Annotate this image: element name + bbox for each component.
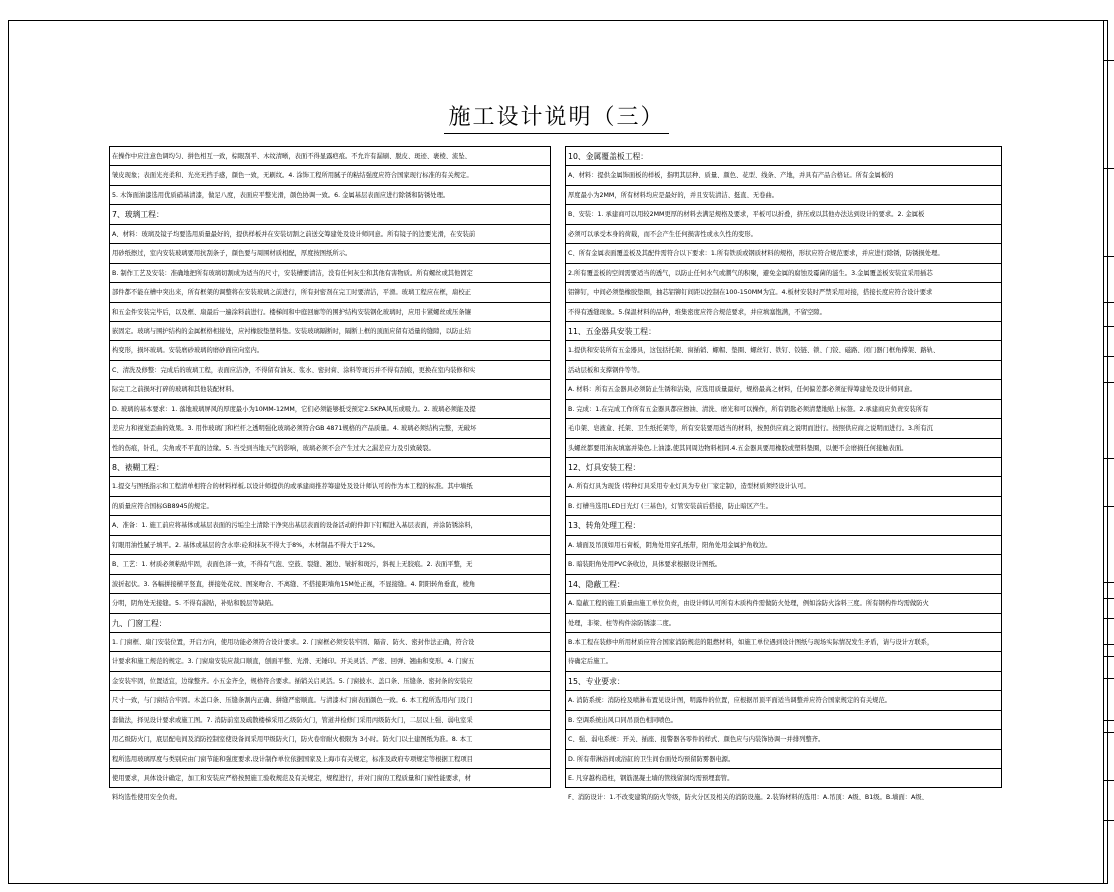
note-line: 分明，阴角处无接缝。5. 不得有漏贴，补贴和脱层等缺陷。	[110, 594, 550, 613]
note-line: F、消防设计：1.不改变建筑的防火等级，防火分区及相关的消防设施。2.装饰材料的选用：A.吊顶：A级、B1级。B.墙面：A级、	[568, 794, 928, 802]
note-line: C、清洗及修整：完成后的玻璃工程，表面应洁净，不得留有油灰、浆水、密封膏、涂料等斑污并不得有刮痕，更换在室内装修和实	[110, 361, 550, 380]
note-line: 金安装牢固，位置适宜，边缘整齐。小五金齐全，规格符合要求。插销关启灵活。5. 门窗披水、盖口条、压缝条、密封条的安装应	[110, 672, 550, 691]
title-block-divider	[1104, 506, 1114, 507]
section-heading: 12、灯具安装工程：	[566, 458, 1001, 477]
title-block-divider	[1104, 618, 1114, 619]
note-line: A、材料：玻璃及镜子均要选用质量最好的，提供样板并在安装切割之前送交筹建处及设计师同意。所有镜子的边要光滑，在安装前	[110, 225, 550, 244]
note-line: D. 玻璃的基本要求：1. 落地玻璃屏风的厚度最小为10MM-12MM，它们必须能够抵受预定2.5KPA风压或吸力。2. 玻璃必须能及提	[110, 400, 550, 419]
note-line: C、所有金属表面覆盖板及其配件需符合以下要求：1.所有铁质或钢质材料的规格，形状应符合规范要求，并应进行除锈，防锈损处理。	[566, 244, 1001, 263]
note-line: 5. 木饰面油漆选用优质硝基清漆，做足八度，表面应平整光滑，颜色协调一致。6. 金属基层表面应进行除锈和防锈处理。	[110, 186, 550, 205]
note-line: 不得有透缝现象。5.保温材料的品种，堆集密度应符合规范要求，并应填塞饱满，不留空隙。	[566, 303, 1001, 322]
note-line: 计要求和施工规范的规定。3. 门窗扇安装应裁口顺直，刨面平整、光滑、无锤印。开关灵活、严密、回弹、翘曲和变形。4. 门窗五	[110, 652, 550, 671]
note-line: C、强、弱电系统：开关、插座、报警器各零件的样式、颜色应与内装饰协调一并排列整齐。	[566, 730, 1001, 749]
note-line: 波折起伏。3. 各幅拼接横平竖直，拼接处花纹、图案吻合、不离缝、不搭接距墙角15M处正视，不显接缝。4. 阴阳转角垂直，棱角	[110, 575, 550, 594]
note-line: D. 所有带淋浴间或浴缸的卫生间台面处均预留防雾器电源。	[566, 750, 1001, 769]
note-line: 必须可以承受本身的荷载，而不会产生任何损害性或永久性的变形。	[566, 225, 1001, 244]
note-line: B.本工程在装修中所用材质应符合国家消防规范的阻燃材料，如施工单位遇到设计图纸与现场实际情况发生矛盾，请与设计方联系，	[566, 633, 1001, 652]
section-heading: 15、专业要求：	[566, 672, 1001, 691]
note-line: 构变形，损坏玻璃。安装磨砂玻璃的磨砂面应向室内。	[110, 341, 550, 360]
note-line: 铝铆钉，中间必须垫橡胶垫圈，抽芯铝铆钉间距以控制在100-150MM为宜。4.板材安装时严禁采用对接，搭接长度应符合设计要求	[566, 283, 1001, 302]
title-block-divider	[1104, 678, 1114, 679]
note-line: B、工艺：1. 材质必须粘贴牢固，表面色泽一致，不得有气泡、空鼓、裂缝、翘边、皱折和斑污，斜视上无胶痕。2. 表面平整，无	[110, 555, 550, 574]
note-line: 差应力和视觉歪曲的效果。3. 用作玻璃门和栏杆之透明强化玻璃必须符合GB 4871规格的产品质量。4. 玻璃必须结构完整，无破坏	[110, 419, 550, 438]
note-line: 1. 门窗框、扇门安装位置，开启方向，使用功能必须符合设计要求。2. 门窗框必须安装牢固、隔音、防火、密封作法正确，符合设	[110, 633, 550, 652]
title-block-divider	[1104, 302, 1114, 303]
note-line: A. 所有灯具为现货 (特种灯具采用专业灯具为专业厂家定制)，造型材质须经设计认可。	[566, 477, 1001, 496]
section-heading: 13、转角处理工程：	[566, 516, 1001, 535]
note-line: 尺寸一致，与门窗结合牢固。木盖口条、压缝条割内正确、拼缝严密顺直。与清漆木门窗表面颜色一致。6. 本工程所选用内门及门	[110, 691, 550, 710]
title-block-divider	[1104, 168, 1114, 169]
note-line: 用乙级防火门，底层配电间及消防控制室使设备间采用甲级防火门，防火卷帘耐火极限为 3小时。防火门以土建图纸为准。8. 本工	[110, 730, 550, 749]
section-heading: 14、隐蔽工程：	[566, 575, 1001, 594]
note-line: A. 材料：所有五金器具必须防止生锈和沾染，应选用质量最好，规格最高之材料，任何偏差都必须征得筹建处及设计师同意。	[566, 380, 1001, 399]
title-block-divider	[1104, 644, 1114, 645]
note-line: 活动层板和支撑钢件等等。	[566, 361, 1001, 380]
title-block-divider	[1104, 382, 1114, 383]
note-line: 在操作中应注意色调均匀、拼色相互一致，棕眼刮平、木纹清晰，表面不得显露疤痕。不允许有漏刷、脱皮、斑迹、裹棱、流坠、	[110, 147, 550, 166]
note-line: 性的伤痕，针孔，尖角或不平直的边缘。5. 当受到当地天气的影响，玻璃必须不会产生过大之漏差应力及引致破裂。	[110, 439, 550, 458]
title-block-divider	[1104, 60, 1114, 61]
note-line: 嵌固定。玻璃与围护结构的金属框格相接处，应衬橡胶垫塑料垫。安装玻璃隔断时，隔断上框的顶面应留有适量的缝隙，以防止结	[110, 322, 550, 341]
note-line: B. 暗装阳角处用PVC条收边，具体要求根据设计图纸。	[566, 555, 1001, 574]
note-line: A、准备：1. 施工前应将基体或基层表面的污垢尘土清除干净突出基层表面的设备活动附件卸下钉帽进入基层表面，并涂防锈涂料，	[110, 516, 550, 535]
note-line: A、材料：提供金属饰面板的样板，指明其层种、质量、颜色、花型、线条、产地，并具有产品合格证。所有金属板的	[566, 166, 1001, 185]
note-line: B. 制作工艺及安装：准确地把所有玻璃切割成为适当的尺寸，安装槽要清洁，没有任何灰尘和其他有害物质。所有螺丝或其他固定	[110, 264, 550, 283]
title-block-divider	[1104, 458, 1114, 459]
note-line: B. 完成：1.在完成工作所有五金器具都应擦油、清洗、磨光和可以操作，所有钥匙必须清楚地贴上标签。2.承建商应负责安装所有	[566, 400, 1001, 419]
note-line: B. 空调系统出风口同吊顶色相同喷色。	[566, 711, 1001, 730]
note-line: E. 凡穿越构造柱，钢筋混凝土墙的管线留洞均需预埋套管。	[566, 769, 1001, 788]
note-line: B、安装：1. 承建商可以用较2MM更厚的材料去满足规格及要求，平板可以折叠，挤压或以其他办法达到设计的要求。2. 金属板	[566, 205, 1001, 224]
note-line: A. 消防系统：消防栓及喷淋布置见设计图，明露件的位置，应根据吊顶平面适当调整并应符合国家规定的有关规范。	[566, 691, 1001, 710]
section-heading: 11、五金器具安装工程：	[566, 322, 1001, 341]
note-line: 处理，非梁、柱等构件涂防锈漆二度。	[566, 614, 1001, 633]
note-line: A. 隐蔽工程的施工质量由施工单位负责，由设计师认可所有木质构件需做防火处理，例如涂防火涂料三度。所有钢构件均需做防火	[566, 594, 1001, 613]
note-line: 1.提供和安装所有五金器具，这包括托架、窗插销、螺帽、垫圈、螺丝钉、铁钉、铰链、锁、门铰、磁路、闭门器门框角撑架、路轨、	[566, 341, 1001, 360]
note-line: 厚度最小为2MM，所有材料均应是最好的，并且安装清洁、挺直、无卷曲。	[566, 186, 1001, 205]
note-line: A. 墙面及吊顶如用石膏板，阴角处用穿孔纸带，阳角处用金属护角收边。	[566, 536, 1001, 555]
section-heading: 九、门窗工程：	[110, 614, 550, 633]
title-block-divider	[1104, 356, 1114, 357]
title-block-divider	[1104, 780, 1114, 781]
title-block-divider	[1104, 582, 1114, 583]
note-line: 用砂纸擦过，室内安装玻璃要用抗刮条子，颜色要与周围材质相配，厚度按图纸所示。	[110, 244, 550, 263]
note-line: 程所选用玻璃厚度与类别应由门窗节能和强度要求,设计制作单位依据国家及上海市有关规定，标准及政府专项规定等根据工程项目	[110, 750, 550, 769]
note-line: 料均选性使用安全负责。	[112, 794, 182, 802]
note-line: 头螺丝都要用油灰填塞并染色,上油漆,使其同周边物料相同.4.五金器具要用橡胶或塑料垫圈，以便不会磨损任何接触表面。	[566, 439, 1001, 458]
notes-column-right	[565, 146, 1002, 802]
title-block-divider	[1104, 720, 1114, 721]
note-line: 毛巾架、皂液盒、托架、卫生纸托架等，所有安装要用适当的材料，按照供应商之说明而进行。按照供应商之说明而进行。3.所有沉	[566, 419, 1001, 438]
note-line: 部件都不能在槽中突出来，所有框架的调整将在安装玻璃之前进行，所有封密剂在完工时要清洁，平滑。玻璃工程应在框，扇校正	[110, 283, 550, 302]
note-line: 际完工之前损坏打碎的玻璃和其他装配材料。	[110, 380, 550, 399]
note-line: 钉眼用油性腻子填平。2. 基体或基层的含水率:砼和抹灰不得大于8%，木材制品不得大于12%。	[110, 536, 550, 555]
section-heading: 7、玻璃工程：	[110, 205, 550, 224]
note-line: 套做法，择见设计要求或施工图。7. 消防前室及疏散楼梯采用乙级防火门，管道井检修门采用丙级防火门，二层以上强、弱电室采	[110, 711, 550, 730]
title-block-divider	[1104, 326, 1114, 327]
title-block-divider	[1104, 732, 1114, 733]
title-block-divider	[1104, 656, 1114, 657]
title-block-divider	[1104, 598, 1114, 599]
note-line: 待确定后施工。	[566, 652, 1001, 671]
note-line: 2.所有覆盖板的空间需要适当的透气，以防止任何水气或潮气的积聚，避免金属的腐蚀及霉菌的滋生。3.金属覆盖板安装宜采用插芯	[566, 264, 1001, 283]
note-line: 使用要求，具体设计确定，加工和安装应严格按照施工验收规范及有关规定，规程进行，并对门窗的工程质量和门窗性能要求，材	[110, 769, 550, 788]
section-heading: 8、裱糊工程：	[110, 458, 550, 477]
title-block-divider	[1104, 820, 1114, 821]
note-line: 1.提交与图纸指示和工程清单相符合的材料样板,以设计师提供的或承建商推荐筹建处及设计师认可的作为本工程的标准。其中墙纸	[110, 477, 550, 496]
note-line: 的质量应符合国标GB8945的规定。	[110, 497, 550, 516]
notes-column-left	[109, 146, 551, 802]
section-heading: 10、金属覆盖板工程：	[566, 147, 1001, 166]
title-block-divider	[1104, 256, 1114, 257]
page-title-text: 施工设计说明（三）	[444, 105, 668, 134]
title-block-strip	[1103, 20, 1114, 884]
page-title	[0, 100, 1113, 131]
note-line: 皱皮现象；表面光亮柔和、光亮无挡手感，颜色一致，无刷纹。4. 涂饰工程所用腻子的粘结强度应符合国家现行标准的有关规定。	[110, 166, 550, 185]
note-line: B. 灯槽当选用LED日光灯 (三基色)，灯管安装前后搭接，防止暗区产生。	[566, 497, 1001, 516]
note-line: 和五金件安装完毕后，以及框、扇最后一遍涂料前进行。楼梯间和中庭回廊等的围护结构安装钢化玻璃时，应用卡紧螺丝或压条镶	[110, 303, 550, 322]
